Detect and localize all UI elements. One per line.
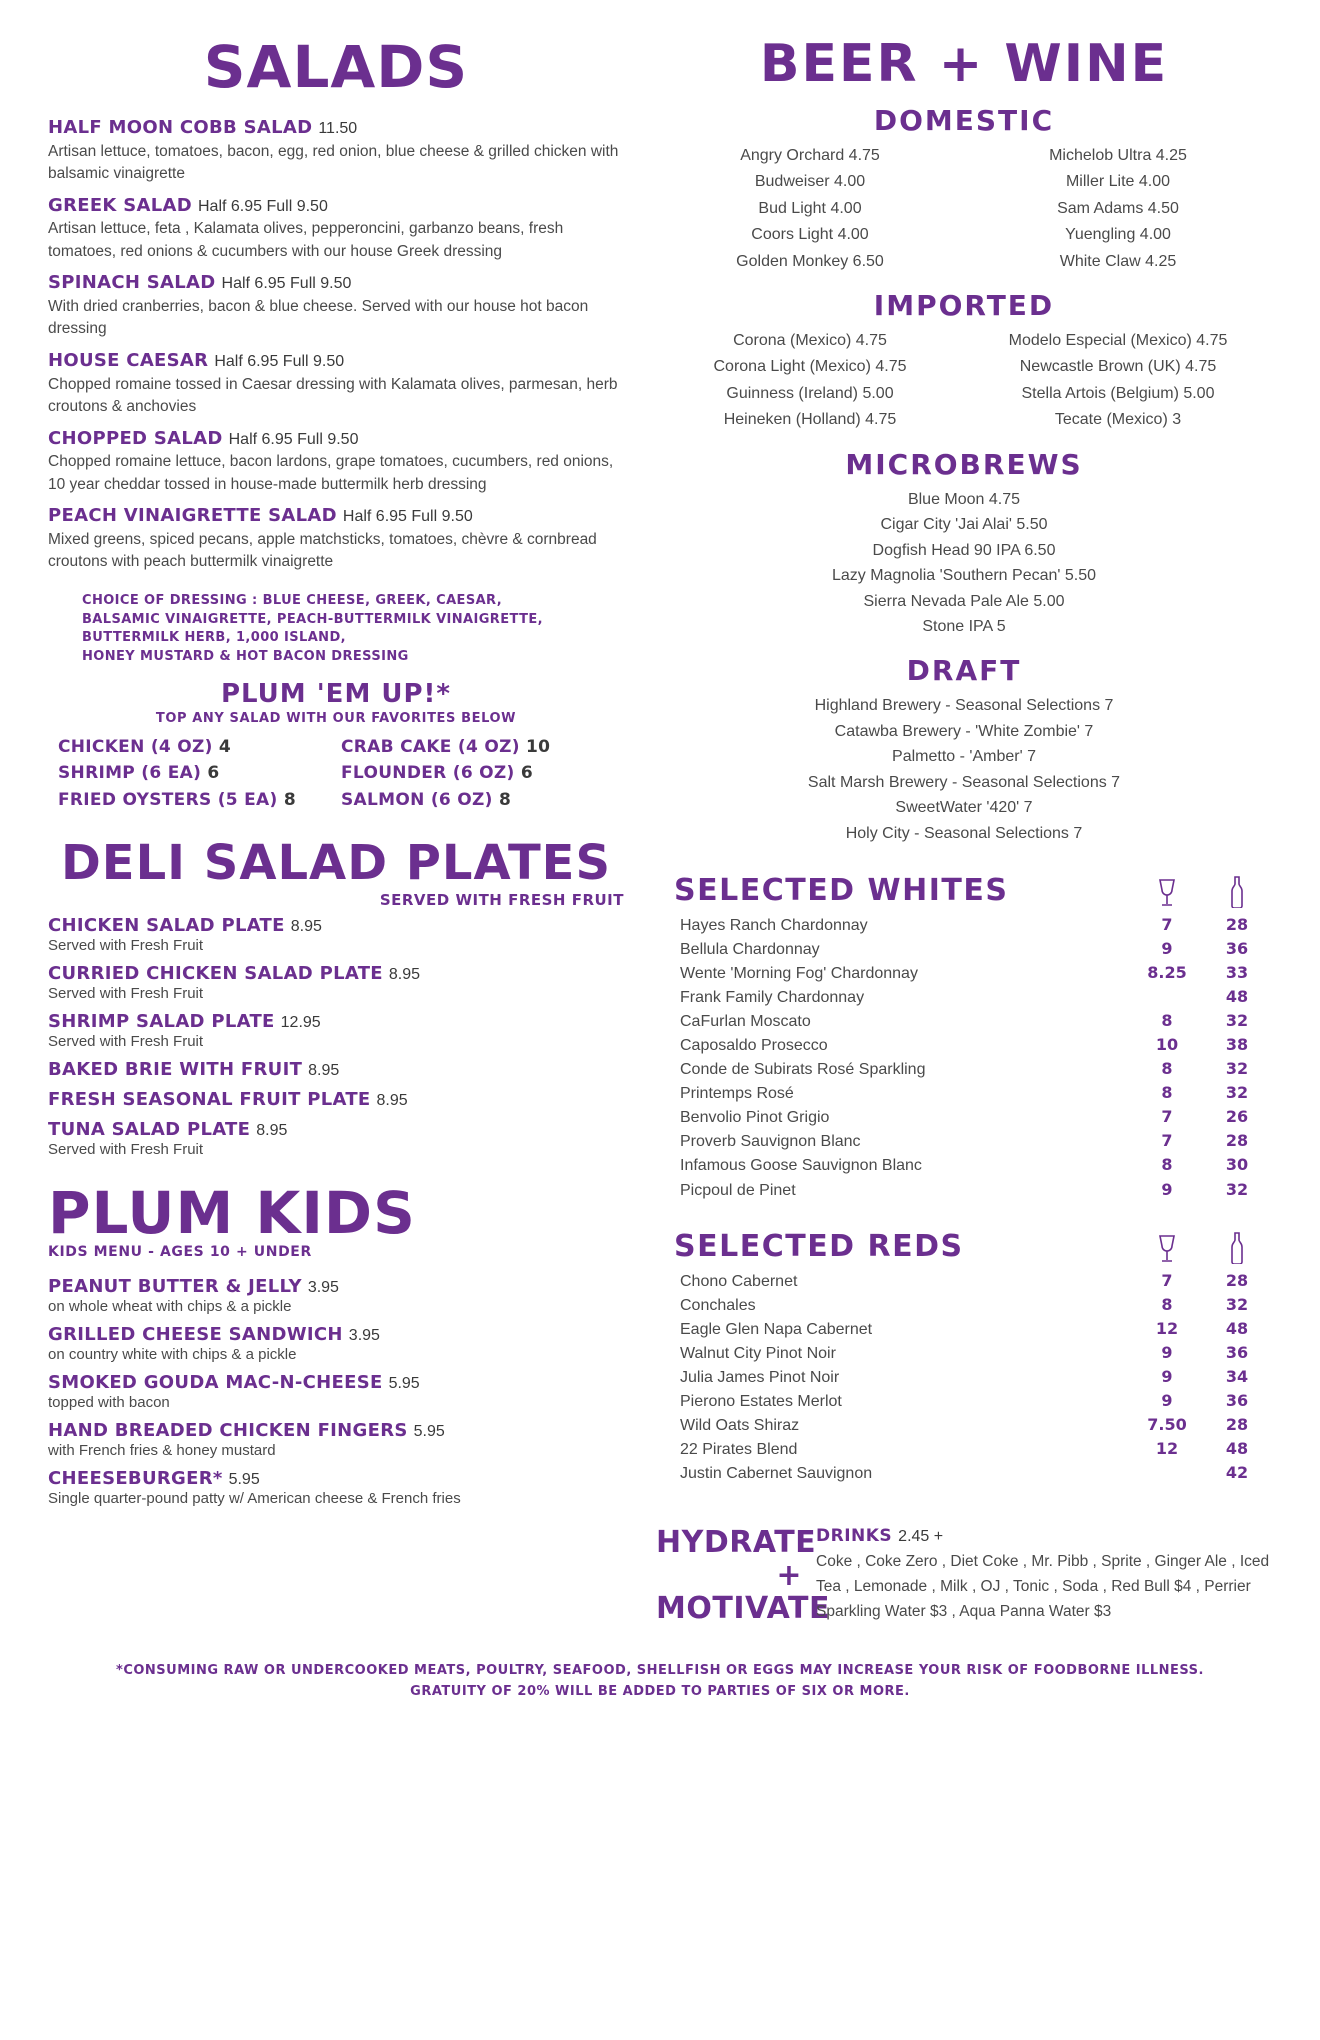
beer-item: Angry Orchard 4.75 <box>740 147 880 164</box>
menu-item <box>48 1059 624 1080</box>
menu-item <box>48 118 624 186</box>
menu-item-price: 8.95 <box>308 1062 340 1080</box>
beer-row <box>656 143 1272 169</box>
microbrews-heading: MICROBREWS <box>845 447 1083 481</box>
wine-name: Wild Oats Shiraz <box>680 1417 800 1435</box>
draft-item: Salt Marsh Brewery - Seasonal Selections 7 <box>807 773 1121 791</box>
wine-name: Infamous Goose Sauvignon Blanc <box>680 1157 922 1175</box>
menu-item-name: BAKED BRIE WITH FRUIT <box>48 1059 303 1081</box>
selected-reds-block <box>656 1229 1272 1487</box>
wine-row <box>656 1082 1272 1106</box>
plum-kids-subtitle: KIDS MENU - AGES 10 + UNDER <box>48 1244 312 1261</box>
wine-glass-price: 8 <box>1161 1155 1173 1175</box>
wine-bottle-price: 34 <box>1225 1366 1249 1386</box>
plum-em-up-item-price: 6 <box>520 763 533 784</box>
wine-row <box>656 1130 1272 1154</box>
wine-row <box>656 1366 1272 1390</box>
menu-item <box>48 1089 624 1110</box>
plum-em-up-item-price: 4 <box>218 737 232 758</box>
menu-item-price: 5.95 <box>388 1375 420 1393</box>
menu-item-header <box>48 1059 624 1080</box>
menu-item-name: GRILLED CHEESE SANDWICH <box>48 1324 343 1346</box>
dressing-note-line: HONEY MUSTARD & HOT BACON DRESSING <box>82 649 409 665</box>
wine-name: Eagle Glen Napa Cabernet <box>680 1320 873 1338</box>
menu-item-name: TUNA SALAD PLATE <box>48 1119 251 1141</box>
beer-item: Michelob Ultra 4.25 <box>1049 147 1187 164</box>
drinks-body <box>816 1526 1272 1625</box>
beer-item: Yuengling 4.00 <box>1065 226 1171 244</box>
menu-item-name: SPINACH SALAD <box>48 272 216 294</box>
wine-row <box>656 1154 1272 1178</box>
wine-row <box>656 986 1272 1010</box>
menu-item-description: Chopped romaine tossed in Caesar dressing with Kalamata olives, parmesan, herb croutons & anchovies <box>48 375 618 416</box>
wine-name: Printemps Rosé <box>680 1085 794 1103</box>
wine-glass-icon <box>1132 878 1202 908</box>
deli-served-note: SERVED WITH FRESH FRUIT <box>379 891 624 910</box>
beer-item: Corona (Mexico) 4.75 <box>733 331 887 349</box>
domestic-heading: DOMESTIC <box>873 104 1055 137</box>
plum-em-up-item-name: FLOUNDER (6 OZ) <box>341 763 521 784</box>
wine-glass-price: 9 <box>1161 1342 1173 1362</box>
beer-item: White Claw 4.25 <box>1059 252 1177 270</box>
wine-bottle-price: 32 <box>1225 1179 1249 1199</box>
beer-item: Heineken (Holland) 4.75 <box>723 411 897 429</box>
menu-item-price: Half 6.95 Full 9.50 <box>228 430 359 448</box>
microbrew-item: Lazy Magnolia 'Southern Pecan' 5.50 <box>831 567 1097 585</box>
hydrate-motivate-section <box>656 1512 1272 1625</box>
plum-em-up-item <box>341 760 624 786</box>
wine-bottle-price: 32 <box>1225 1083 1249 1103</box>
beer-item: Corona Light (Mexico) 4.75 <box>713 358 907 376</box>
selected-whites-rows <box>656 914 1272 1203</box>
wine-row <box>656 1106 1272 1130</box>
menu-item-description: With dried cranberries, bacon & blue cheese. Served with our house hot bacon dressing <box>48 297 589 338</box>
draft-item: SweetWater '420' 7 <box>895 799 1033 817</box>
plum-em-up-item-price: 8 <box>498 789 512 810</box>
wine-bottle-price: 28 <box>1225 1415 1249 1435</box>
beer-item: Newcastle Brown (UK) 4.75 <box>1019 358 1217 376</box>
plum-em-up-item <box>341 787 624 813</box>
menu-item-header <box>48 1089 624 1110</box>
menu-item-header <box>48 915 624 936</box>
footer-line-2: GRATUITY OF 20% WILL BE ADDED TO PARTIES OF SIX OR MORE. <box>410 1684 910 1700</box>
dressing-choices-note <box>82 592 624 667</box>
beer-item: Bud Light 4.00 <box>758 199 862 217</box>
wine-name: Conchales <box>680 1296 756 1314</box>
plum-em-up-item-name: SHRIMP (6 EA) <box>58 763 208 784</box>
selected-reds-heading: SELECTED REDS <box>674 1228 964 1264</box>
menu-item-price: Half 6.95 Full 9.50 <box>342 508 473 526</box>
wine-row <box>656 914 1272 938</box>
menu-item <box>48 1011 624 1050</box>
menu-item-header <box>48 1420 624 1441</box>
microbrew-item: Blue Moon 4.75 <box>907 490 1021 508</box>
menu-item <box>48 506 624 574</box>
wine-bottle-price: 48 <box>1225 1318 1249 1338</box>
beer-row <box>656 249 1272 275</box>
drinks-list: Coke , Coke Zero , Diet Coke , Mr. Pibb , Sprite , Ginger Ale , Iced Tea , Lemonade , Milk , OJ , Tonic , Soda , Red Bull $4 , Perrier Sparkling Water $3 , Aqua Panna Water $3 <box>816 1553 1270 1620</box>
wine-name: Walnut City Pinot Noir <box>680 1344 836 1362</box>
hydrate-line-2: MOTIVATE <box>656 1591 831 1627</box>
menu-item-description: on whole wheat with chips & a pickle <box>48 1298 292 1316</box>
deli-list <box>48 915 624 1158</box>
menu-item-description: Artisan lettuce, tomatoes, bacon, egg, red onion, blue cheese & grilled chicken with balsamic vinaigrette <box>48 142 619 183</box>
wine-name: Benvolio Pinot Grigio <box>680 1109 830 1127</box>
microbrew-item: Stone IPA 5 <box>922 618 1006 636</box>
wine-row <box>656 1438 1272 1462</box>
menu-item-description: Artisan lettuce, feta , Kalamata olives, pepperoncini, garbanzo beans, fresh tomatoes, red onions & cucumbers with our house Greek dressing <box>48 220 564 260</box>
selected-whites-header <box>656 873 1272 914</box>
wine-name: Pierono Estates Merlot <box>680 1392 842 1410</box>
menu-item-name: PEANUT BUTTER & JELLY <box>48 1276 302 1298</box>
selected-reds-rows <box>656 1270 1272 1487</box>
left-column <box>48 24 648 1625</box>
menu-item-price: 8.95 <box>376 1092 408 1110</box>
imported-list <box>656 328 1272 434</box>
wine-row <box>656 1010 1272 1034</box>
menu-item-price: 12.95 <box>280 1014 321 1032</box>
menu-item-header <box>48 273 624 294</box>
wine-name: Hayes Ranch Chardonnay <box>680 916 868 934</box>
beer-item: Stella Artois (Belgium) 5.00 <box>1021 384 1215 402</box>
menu-item-name: SMOKED GOUDA MAC-N-CHEESE <box>48 1372 383 1394</box>
draft-item: Catawba Brewery - 'White Zombie' 7 <box>834 722 1094 740</box>
menu-item-header <box>48 1119 624 1140</box>
wine-name: Frank Family Chardonnay <box>680 988 865 1006</box>
drinks-heading-row <box>816 1526 1272 1546</box>
domestic-list <box>656 143 1272 275</box>
dressing-note-line: BUTTERMILK HERB, 1,000 ISLAND, <box>82 630 346 646</box>
menu-item-header <box>48 1372 624 1393</box>
wine-row <box>656 1058 1272 1082</box>
plum-em-up-item-price: 8 <box>283 789 296 810</box>
drinks-price: 2.45 + <box>898 1528 944 1546</box>
selected-whites-heading: SELECTED WHITES <box>674 872 1009 908</box>
wine-glass-price: 7 <box>1161 1270 1173 1290</box>
menu-item-name: PEACH VINAIGRETTE SALAD <box>48 505 337 527</box>
footer-disclaimer <box>48 1651 1272 1703</box>
beer-row <box>656 196 1272 222</box>
menu-item-price: 3.95 <box>307 1279 339 1297</box>
wine-glass-price: 8.25 <box>1147 962 1187 982</box>
selected-reds-title-wrap <box>674 1229 1132 1264</box>
salads-heading: SALADS <box>203 33 469 101</box>
wine-glass-price: 10 <box>1155 1035 1179 1055</box>
wine-row <box>656 938 1272 962</box>
plum-kids-heading: PLUM KIDS <box>48 1179 416 1248</box>
plum-em-up-item <box>341 734 624 760</box>
wine-glass-price: 8 <box>1161 1059 1173 1079</box>
wine-row <box>656 1390 1272 1414</box>
wine-bottle-price: 32 <box>1225 1010 1249 1030</box>
beer-item: Golden Monkey 6.50 <box>736 252 884 270</box>
wine-glass-price: 9 <box>1161 1390 1173 1410</box>
menu-item-header <box>48 1011 624 1032</box>
draft-heading: DRAFT <box>906 654 1022 688</box>
wine-glass-price: 9 <box>1161 938 1173 958</box>
menu-item-price: 11.50 <box>318 120 358 137</box>
menu-item-name: GREEK SALAD <box>48 194 192 216</box>
wine-name: Caposaldo Prosecco <box>680 1037 828 1055</box>
wine-bottle-icon <box>1202 876 1272 908</box>
wine-bottle-price: 48 <box>1225 986 1249 1006</box>
wine-name: Wente 'Morning Fog' Chardonnay <box>680 964 918 982</box>
menu-item-description: Served with Fresh Fruit <box>48 1033 204 1051</box>
beer-row <box>656 354 1272 380</box>
draft-item: Palmetto - 'Amber' 7 <box>892 748 1036 766</box>
imported-heading: IMPORTED <box>873 288 1055 322</box>
microbrew-item: Dogfish Head 90 IPA 6.50 <box>872 541 1056 559</box>
wine-name: Proverb Sauvignon Blanc <box>680 1133 861 1151</box>
selected-whites-block <box>656 873 1272 1203</box>
menu-item <box>48 351 624 419</box>
plum-em-up-item-name: FRIED OYSTERS (5 EA) <box>58 789 284 810</box>
plum-em-up-item-name: SALMON (6 OZ) <box>341 789 499 810</box>
hydrate-line-1: HYDRATE + <box>656 1525 817 1594</box>
draft-item: Highland Brewery - Seasonal Selections 7 <box>814 697 1114 715</box>
wine-bottle-price: 30 <box>1225 1155 1249 1175</box>
menu-item <box>48 429 624 497</box>
hydrate-motivate-heading <box>656 1525 831 1627</box>
microbrew-item: Sierra Nevada Pale Ale 5.00 <box>863 592 1065 610</box>
plum-em-up-grid <box>58 734 624 813</box>
plum-em-up-item-price: 10 <box>526 737 551 758</box>
selected-reds-header <box>656 1229 1272 1270</box>
plum-em-up-subtitle: TOP ANY SALAD WITH OUR FAVORITES BELOW <box>155 711 517 727</box>
wine-row <box>656 1462 1272 1486</box>
wine-bottle-price: 48 <box>1225 1439 1249 1459</box>
wine-bottle-price: 36 <box>1225 1342 1249 1362</box>
wine-bottle-price: 26 <box>1225 1107 1249 1127</box>
beer-item: Coors Light 4.00 <box>751 226 869 244</box>
menu-item-header <box>48 196 624 217</box>
menu-item-description: topped with bacon <box>48 1394 170 1412</box>
wine-name: Conde de Subirats Rosé Sparkling <box>680 1061 926 1079</box>
menu-item <box>48 1324 624 1363</box>
wine-name: 22 Pirates Blend <box>680 1441 798 1459</box>
wine-glass-price: 7 <box>1161 1131 1173 1151</box>
wine-bottle-icon <box>1202 1232 1272 1264</box>
menu-item-header <box>48 429 624 450</box>
salads-list <box>48 118 624 574</box>
kids-list <box>48 1276 624 1507</box>
menu-item-name: CHEESEBURGER* <box>48 1468 223 1490</box>
wine-bottle-price: 28 <box>1225 1131 1249 1151</box>
plum-em-up-item-name: CHICKEN (4 OZ) <box>58 737 219 758</box>
right-column <box>648 24 1272 1625</box>
wine-glass-price: 12 <box>1155 1318 1179 1338</box>
menu-item-name: HAND BREADED CHICKEN FINGERS <box>48 1420 408 1442</box>
selected-whites-title-wrap <box>674 873 1132 908</box>
menu-item-price: 8.95 <box>388 966 421 984</box>
wine-row <box>656 1179 1272 1203</box>
wine-name: CaFurlan Moscato <box>680 1012 811 1030</box>
menu-item-price: 3.95 <box>348 1327 380 1345</box>
wine-name: Bellula Chardonnay <box>680 940 820 958</box>
plum-em-up-right-column <box>341 734 624 813</box>
wine-bottle-price: 33 <box>1225 962 1249 982</box>
menu-item-description: Chopped romaine lettuce, bacon lardons, grape tomatoes, cucumbers, red onions, 10 year cheddar tossed in house-made buttermilk herb dressing <box>48 453 614 493</box>
menu-item <box>48 1119 624 1158</box>
wine-glass-price: 7 <box>1161 1107 1173 1127</box>
wine-glass-icon <box>1132 1234 1202 1264</box>
beer-row <box>656 328 1272 354</box>
plum-em-up-item-price: 6 <box>207 763 220 784</box>
menu-item-description: Served with Fresh Fruit <box>48 1141 204 1159</box>
wine-glass-price: 12 <box>1155 1439 1179 1459</box>
menu-item-header <box>48 118 624 139</box>
plum-em-up-item <box>58 787 341 813</box>
menu-item-name: FRESH SEASONAL FRUIT PLATE <box>48 1089 371 1111</box>
menu-item-header <box>48 506 624 527</box>
menu-item-description: on country white with chips & a pickle <box>48 1346 297 1364</box>
dressing-note-line: BALSAMIC VINAIGRETTE, PEACH-BUTTERMILK VINAIGRETTE, <box>82 611 543 627</box>
drinks-label: DRINKS <box>816 1526 893 1547</box>
wine-row <box>656 1294 1272 1318</box>
wine-name: Picpoul de Pinet <box>680 1181 796 1199</box>
menu-item <box>48 1468 624 1507</box>
menu-item-name: HOUSE CAESAR <box>48 349 209 371</box>
menu-item-name: CURRIED CHICKEN SALAD PLATE <box>48 963 383 985</box>
wine-name: Justin Cabernet Sauvignon <box>680 1465 873 1483</box>
wine-name: Julia James Pinot Noir <box>680 1368 840 1386</box>
beer-item: Guinness (Ireland) 5.00 <box>726 384 894 402</box>
menu-item-name: CHOPPED SALAD <box>48 427 223 449</box>
menu-item <box>48 915 624 954</box>
menu-item-header <box>48 963 624 984</box>
menu-item <box>48 273 624 341</box>
menu-item-price: 5.95 <box>228 1471 260 1489</box>
wine-bottle-price: 28 <box>1225 1270 1249 1290</box>
dressing-note-line: CHOICE OF DRESSING : BLUE CHEESE, GREEK, CAESAR, <box>82 592 503 608</box>
wine-row <box>656 1034 1272 1058</box>
wine-glass-price: 8 <box>1161 1010 1173 1030</box>
wine-bottle-price: 32 <box>1225 1059 1249 1079</box>
menu-item <box>48 963 624 1002</box>
beer-row <box>656 407 1272 433</box>
menu-item-name: HALF MOON COBB SALAD <box>48 117 313 138</box>
wine-row <box>656 1318 1272 1342</box>
wine-row <box>656 1270 1272 1294</box>
wine-glass-price: 8 <box>1161 1294 1173 1314</box>
menu-item-description: Mixed greens, spiced pecans, apple matchsticks, tomatoes, chèvre & cornbread croutons with peach buttermilk vinaigrette <box>48 530 597 571</box>
microbrews-list <box>656 487 1272 641</box>
wine-glass-price: 8 <box>1161 1083 1173 1103</box>
microbrew-item: Cigar City 'Jai Alai' 5.50 <box>880 516 1048 534</box>
plum-em-up-item <box>58 734 341 760</box>
draft-list <box>656 693 1272 847</box>
plum-em-up-left-column <box>58 734 341 813</box>
wine-bottle-price: 32 <box>1225 1294 1249 1314</box>
menu-item <box>48 1420 624 1459</box>
beer-item: Budweiser 4.00 <box>754 173 866 191</box>
menu-item-header <box>48 1324 624 1345</box>
wine-row <box>656 1414 1272 1438</box>
menu-item-description: Served with Fresh Fruit <box>48 937 204 955</box>
menu-item-price: 8.95 <box>290 918 322 936</box>
wine-bottle-price: 42 <box>1225 1463 1249 1483</box>
plum-em-up-item <box>58 760 341 786</box>
menu-item-description: Single quarter-pound patty w/ American cheese & French fries <box>48 1490 461 1508</box>
menu-item-header <box>48 1468 624 1489</box>
beer-item: Tecate (Mexico) 3 <box>1054 411 1182 429</box>
beer-item: Sam Adams 4.50 <box>1057 199 1179 217</box>
menu-item-price: 5.95 <box>413 1423 445 1441</box>
menu-item <box>48 196 624 264</box>
wine-bottle-price: 36 <box>1225 1390 1249 1410</box>
draft-item: Holy City - Seasonal Selections 7 <box>845 825 1083 843</box>
wine-bottle-price: 36 <box>1225 938 1249 958</box>
menu-item-header <box>48 351 624 372</box>
menu-item-price: Half 6.95 Full 9.50 <box>197 197 328 215</box>
plum-em-up-heading: PLUM 'EM UP!* <box>220 679 451 710</box>
deli-salad-plates-heading: DELI SALAD PLATES <box>60 835 612 892</box>
footer-line-1: *CONSUMING RAW OR UNDERCOOKED MEATS, POULTRY, SEAFOOD, SHELLFISH OR EGGS MAY INCREASE YOUR RISK OF FOODBORNE ILLNESS. <box>116 1663 1204 1679</box>
menu-item-description: Served with Fresh Fruit <box>48 985 204 1003</box>
wine-name: Chono Cabernet <box>680 1272 798 1290</box>
plum-em-up-item-name: CRAB CAKE (4 OZ) <box>341 737 527 758</box>
menu-item-price: 8.95 <box>256 1122 288 1140</box>
menu-item-header <box>48 1276 624 1297</box>
menu-item-price: Half 6.95 Full 9.50 <box>221 275 352 293</box>
menu-item <box>48 1372 624 1411</box>
wine-glass-price: 9 <box>1161 1366 1173 1386</box>
wine-glass-price: 7.50 <box>1147 1415 1187 1435</box>
wine-row <box>656 962 1272 986</box>
wine-glass-price: 9 <box>1161 1179 1173 1199</box>
beer-row <box>656 169 1272 195</box>
wine-glass-price: 7 <box>1161 914 1173 934</box>
menu-item-description: with French fries & honey mustard <box>48 1442 276 1460</box>
beer-row <box>656 222 1272 248</box>
beer-item: Modelo Especial (Mexico) 4.75 <box>1008 331 1228 349</box>
menu-item <box>48 1276 624 1315</box>
wine-bottle-price: 38 <box>1225 1035 1249 1055</box>
beer-item: Miller Lite 4.00 <box>1065 173 1171 191</box>
menu-item-name: CHICKEN SALAD PLATE <box>48 915 285 937</box>
beer-row <box>656 381 1272 407</box>
beer-wine-heading: BEER + WINE <box>759 34 1169 94</box>
menu-item-name: SHRIMP SALAD PLATE <box>48 1011 275 1033</box>
wine-row <box>656 1342 1272 1366</box>
wine-bottle-price: 28 <box>1225 914 1249 934</box>
menu-item-price: Half 6.95 Full 9.50 <box>214 352 345 370</box>
